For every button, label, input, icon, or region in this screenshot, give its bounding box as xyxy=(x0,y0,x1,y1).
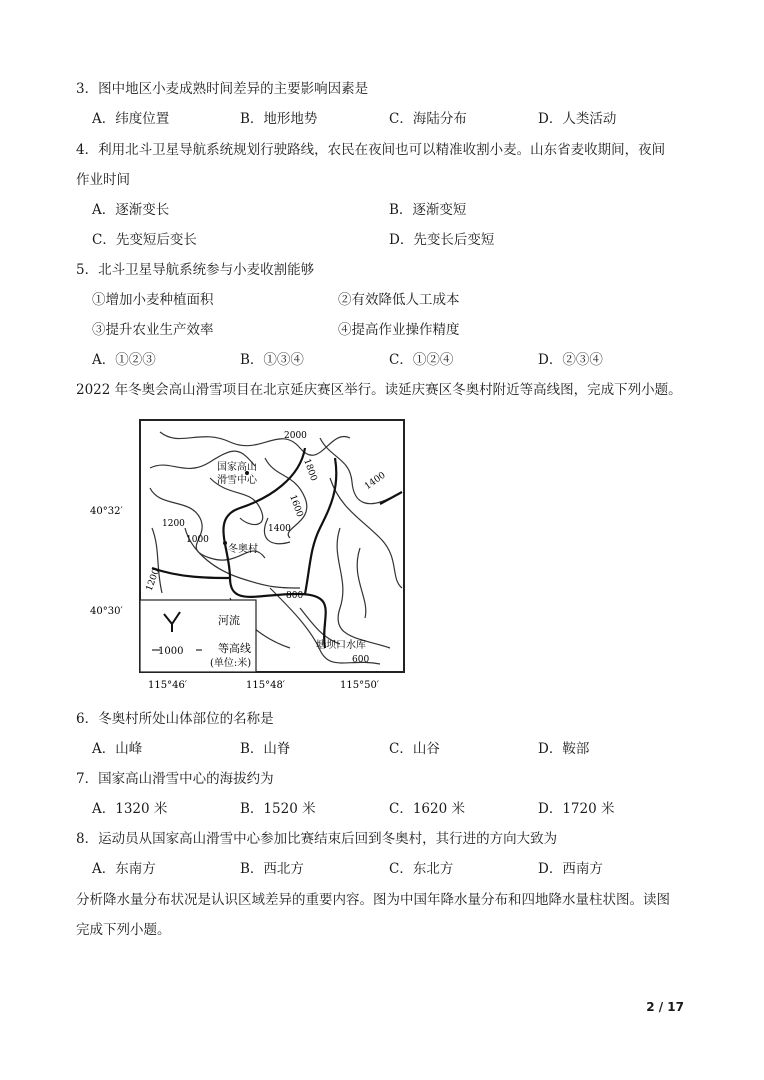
q4-option-a: A．逐渐变长 xyxy=(92,202,170,218)
legend-unit: (单位:米) xyxy=(210,658,252,669)
contour-label-1000: 1000 xyxy=(186,535,209,545)
contour-label-2000: 2000 xyxy=(284,431,307,441)
q3-option-a: A．纬度位置 xyxy=(92,111,170,127)
legend-river: 河流 xyxy=(218,614,240,627)
q4-option-c: C．先变短后变长 xyxy=(92,232,197,248)
q7-stem: 7．国家高山滑雪中心的海拔约为 xyxy=(76,771,274,787)
q6-option-c: C．山谷 xyxy=(389,741,440,757)
q4-stem-line2: 作业时间 xyxy=(76,172,130,188)
q6-stem: 6．冬奥村所处山体部位的名称是 xyxy=(76,711,274,727)
legend-contour-value: 1000 xyxy=(158,646,184,657)
lon-label-11546: 115°46′ xyxy=(148,680,188,690)
village-point xyxy=(223,541,227,545)
lon-label-11550: 115°50′ xyxy=(340,680,380,690)
q5-statement-2: ②有效降低人工成本 xyxy=(338,292,460,308)
page-number: 2 / 17 xyxy=(646,1000,684,1014)
place-ski-center-2: 滑雪中心 xyxy=(217,475,257,486)
q3-option-c: C．海陆分布 xyxy=(389,111,467,127)
q7-option-a: A．1320 米 xyxy=(92,801,168,817)
q5-statement-1: ①增加小麦种植面积 xyxy=(92,292,214,308)
contour-label-1200a: 1200 xyxy=(162,519,185,529)
lat-label-4030: 40°30′ xyxy=(90,606,123,617)
lon-label-11548: 115°48′ xyxy=(246,680,286,690)
q8-stem: 8．运动员从国家高山滑雪中心参加比赛结束后回到冬奥村，其行进的方向大致为 xyxy=(76,831,558,847)
contour-map xyxy=(90,418,410,690)
contour-label-600: 600 xyxy=(352,655,370,665)
q5-statement-3: ③提升农业生产效率 xyxy=(92,322,214,338)
intro-rain-line2: 完成下列小题。 xyxy=(76,922,171,938)
q7-option-d: D．1720 米 xyxy=(538,801,615,817)
q5-option-a: A．①②③ xyxy=(92,352,156,368)
q8-option-b: B．西北方 xyxy=(240,861,304,877)
contour-label-800: 800 xyxy=(286,591,304,601)
contour-label-1200b: 1200 xyxy=(144,567,162,593)
contour-label-1800: 1800 xyxy=(301,457,319,483)
contour-label-1600: 1600 xyxy=(287,493,305,519)
contour-label-1400a: 1400 xyxy=(268,524,291,534)
q3-option-b: B．地形地势 xyxy=(240,111,318,127)
q6-option-b: B．山脊 xyxy=(240,741,291,757)
q5-option-d: D．②③④ xyxy=(538,352,603,368)
q4-option-d: D．先变长后变短 xyxy=(389,232,495,248)
q5-option-b: B．①③④ xyxy=(240,352,304,368)
intro-rain-line1: 分析降水量分布状况是认识区域差异的重要内容。图为中国年降水量分布和四地降水量柱状图。读图 xyxy=(76,892,670,908)
q3-stem: 3．图中地区小麦成熟时间差异的主要影响因素是 xyxy=(76,81,369,97)
q6-option-d: D．鞍部 xyxy=(538,741,590,757)
contour-label-1400b: 1400 xyxy=(363,470,388,492)
lat-label-4032: 40°32′ xyxy=(90,506,123,517)
q7-option-c: C．1620 米 xyxy=(389,801,465,817)
q4-option-b: B．逐渐变短 xyxy=(389,202,467,218)
intro-winter-olympics: 2022 年冬奥会高山滑雪项目在北京延庆赛区举行。读延庆赛区冬奥村附近等高线图，完成下列小题。 xyxy=(76,382,682,398)
q8-option-a: A．东南方 xyxy=(92,861,156,877)
q5-stem: 5．北斗卫星导航系统参与小麦收割能够 xyxy=(76,262,315,278)
legend-contour: 等高线 xyxy=(218,642,251,655)
q4-stem-line1: 4．利用北斗卫星导航系统规划行驶路线，农民在夜间也可以精准收割小麦。山东省麦收期间，夜间 xyxy=(76,142,666,158)
q8-option-d: D．西南方 xyxy=(538,861,603,877)
q5-option-c: C．①②④ xyxy=(389,352,454,368)
place-village: 冬奥村 xyxy=(228,544,258,555)
q6-option-a: A．山峰 xyxy=(92,741,143,757)
q3-option-d: D．人类活动 xyxy=(538,111,617,127)
place-ski-center-1: 国家高山 xyxy=(217,462,257,473)
q8-option-c: C．东北方 xyxy=(389,861,454,877)
q7-option-b: B．1520 米 xyxy=(240,801,316,817)
place-reservoir: 塘坝口水库 xyxy=(316,640,366,651)
q5-statement-4: ④提高作业操作精度 xyxy=(338,322,460,338)
